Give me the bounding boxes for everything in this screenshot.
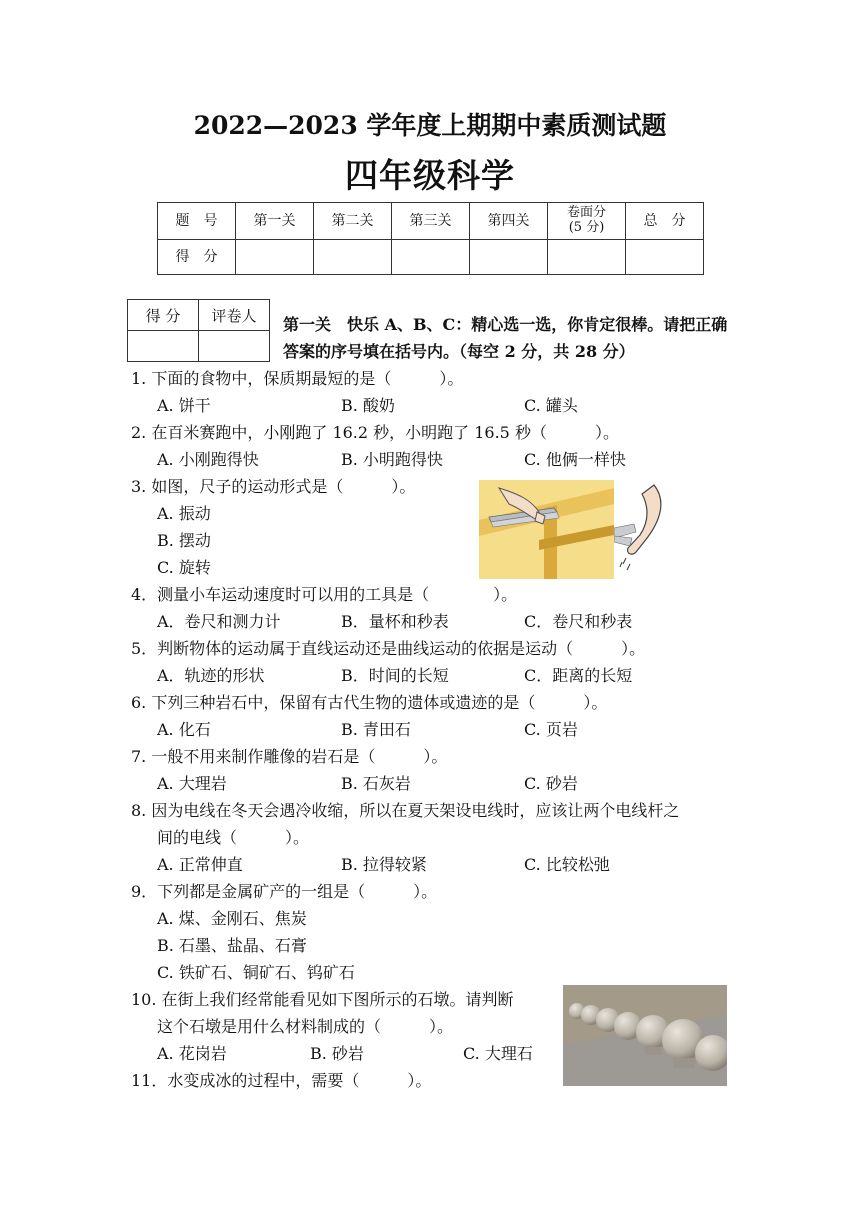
option-c: C. 页岩 [524,720,578,739]
option-b: B．时间的长短 [341,666,449,685]
question-stem: 9．下列都是金属矿产的一组是（ ）。 [131,882,438,901]
score-row-label: 得 分 [158,240,236,275]
subject-title: 四年级科学 [345,156,515,195]
question-stem: 2. 在百米赛跑中，小刚跑了 16.2 秒，小明跑了 16.5 秒（ ）。 [131,423,619,442]
option-c: C．卷尺和秒表 [524,612,633,631]
question-stem: 1. 下面的食物中，保质期最短的是（ ）。 [131,369,464,388]
option-a: A. 振动 [157,504,211,523]
grader-score-label: 得 分 [128,300,199,331]
option-c: C. 大理石 [463,1044,533,1063]
option-b: B. 砂岩 [310,1044,364,1063]
grader-name-cell[interactable] [199,331,270,362]
question-stem: 7. 一般不用来制作雕像的岩石是（ ）。 [131,747,448,766]
stone-icon [563,985,727,1086]
score-input-cell[interactable] [470,240,548,275]
option-a: A. 煤、金刚石、焦炭 [157,909,307,928]
ruler-vibration-image [479,480,614,579]
question-stem: 5．判断物体的运动属于直线运动还是曲线运动的依据是运动（ ）。 [131,639,646,658]
option-c: C. 砂岩 [524,774,578,793]
finger-icon [614,480,676,579]
option-a: A. 花岗岩 [157,1044,227,1063]
option-c: C. 罐头 [524,396,578,415]
score-header-cell: 第四关 [470,203,548,240]
score-input-cell[interactable] [314,240,392,275]
score-table [157,202,704,275]
question-stem: 10. 在街上我们经常能看见如下图所示的石墩。请判断 [131,990,514,1009]
option-b: B. 拉得较紧 [341,855,427,874]
question-stem-continued: 间的电线（ ）。 [157,828,310,847]
grader-score-cell[interactable] [128,331,199,362]
score-table-value-row [158,240,704,275]
finger-pluck-image [614,480,676,579]
score-header-cell: 第三关 [392,203,470,240]
ruler-icon [479,480,614,579]
option-b: B. 石墨、盐晶、石膏 [157,936,307,955]
option-b: B. 摆动 [157,531,211,550]
score-input-cell[interactable] [626,240,704,275]
score-header-cell: 卷面分 (5 分) [548,203,626,240]
option-c: C. 旋转 [157,558,211,577]
score-input-cell[interactable] [548,240,626,275]
section-heading: 第一关 快乐 A、B、C：精心选一选，你肯定很棒。请把正确答案的序号填在括号内。（每空 2 分，共 28 分） [283,315,728,361]
question-stem: 4．测量小车运动速度时可以用的工具是（ ）。 [131,585,518,604]
option-c: C. 他俩一样快 [524,450,626,469]
option-a: A. 正常伸直 [157,855,243,874]
grader-name-label: 评卷人 [199,300,270,331]
question-stem: 3. 如图，尺子的运动形式是（ ）。 [131,477,416,496]
option-c: C. 铁矿石、铜矿石、钨矿石 [157,963,355,982]
question-stem-continued: 这个石墩是用什么材料制成的（ ）。 [157,1017,454,1036]
score-input-cell[interactable] [236,240,314,275]
option-a: A. 饼干 [157,396,211,415]
score-input-cell[interactable] [392,240,470,275]
option-b: B. 青田石 [341,720,411,739]
option-a: A．卷尺和测力计 [157,612,281,631]
question-stem: 11．水变成冰的过程中，需要（ ）。 [131,1071,432,1090]
score-header-cell: 总 分 [626,203,704,240]
option-b: B. 石灰岩 [341,774,411,793]
option-c: C. 比较松弛 [524,855,610,874]
score-table-header-row [158,203,704,240]
option-c: C．距离的长短 [524,666,633,685]
score-header-cell: 第一关 [236,203,314,240]
question-stem: 8. 因为电线在冬天会遇冷收缩，所以在夏天架设电线时，应该让两个电线杆之 [131,801,680,820]
option-a: A. 大理岩 [157,774,227,793]
score-header-cell: 第二关 [314,203,392,240]
option-a: A. 化石 [157,720,211,739]
grader-table [127,299,270,362]
option-b: B. 小明跑得快 [341,450,443,469]
option-a: A．轨迹的形状 [157,666,265,685]
option-b: B．量杯和秒表 [341,612,449,631]
stone-bollards-image [563,985,727,1086]
option-b: B. 酸奶 [341,396,395,415]
score-header-cell: 题 号 [158,203,236,240]
exam-title: 2022—2023 学年度上期期中素质测试题 [193,111,667,140]
option-a: A. 小刚跑得快 [157,450,259,469]
question-stem: 6. 下列三种岩石中，保留有古代生物的遗体或遗迹的是（ ）。 [131,693,608,712]
